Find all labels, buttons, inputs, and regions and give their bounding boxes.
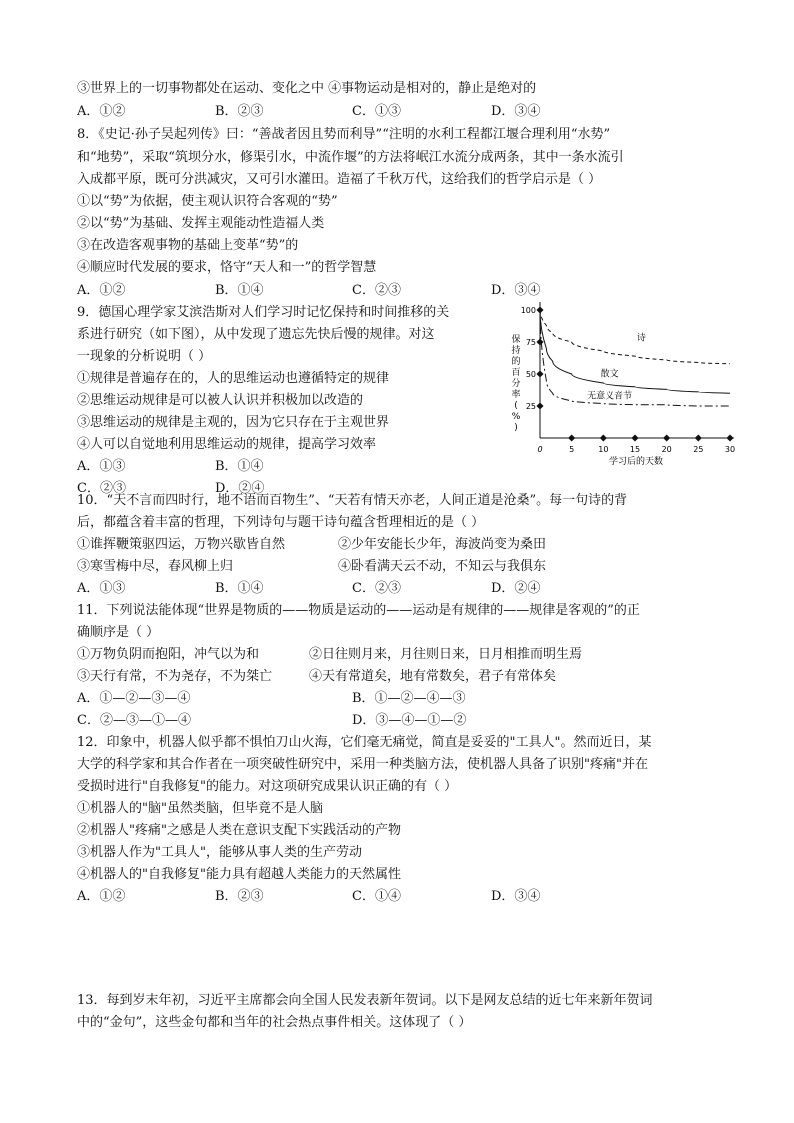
q11-stem-line-1: 11．下列说法能体现“世界是物质的——物质是运动的——运动是有规律的——规律是客观的”的正 [77,603,640,618]
series-line [540,310,730,406]
q8-statement-4: ④顺应时代发展的要求，恪守“天人和一”的哲学智慧 [77,260,377,275]
q12-stem-line-1: 12．印象中，机器人似乎都不惧怕刀山火海，它们毫无痛觉，简直是妥妥的"工具人"。然而近日，某 [77,735,652,750]
q10-option-d: D．②④ [491,581,541,596]
y-axis-label-char: % [511,412,521,422]
q9-option-b: B．①④ [215,459,264,474]
q7-option-a: A．①② [77,104,126,119]
series-label: 散文 [600,369,619,380]
y-axis-label-char: 分 [511,379,521,389]
q8-statement-2: ②以“势”为基础、发挥主观能动性造福人类 [77,216,325,231]
q8-statement-1: ①以“势”为依据，使主观认识符合客观的“势” [77,194,338,209]
y-tick-label: 25 [525,402,536,411]
y-axis-label-char: 的 [511,357,521,367]
x-tick-label: 5 [569,445,575,454]
q8-stem-line-1: 8．《史记·孙子吴起列传》曰：“善战者因且势而利导”“注明的水利工程都江堰合理利用“水势” [77,127,611,142]
x-tick-label: 30 [724,445,736,454]
y-tick-marker [536,338,543,345]
q9-statement-1: ①规律是普遍存在的，人的思维运动也遵循特定的规律 [77,371,390,386]
q12-statement-1: ①机器人的"脑"虽然类脑，但毕竟不是人脑 [77,801,323,816]
y-tick-label: 100 [520,306,536,315]
q12-option-d: D．③④ [491,889,541,904]
q11-option-c: C．②—③—①—④ [77,713,191,728]
y-axis-label-char: 保 [511,335,521,345]
y-tick-marker [536,370,543,377]
q8-statement-3: ③在改造客观事物的基础上变革“势”的 [77,238,299,253]
x-tick-marker [663,434,670,441]
q9-stem-line-3: 一现象的分析说明（ ） [77,349,212,364]
q10-stem-line-1: 10．“天不言而四时行，地不语而百物生”、“天若有情天亦老，人间正道是沧桑”。每一句诗的背 [77,493,628,508]
y-axis-label-char: 率 [511,390,521,400]
x-tick-marker [568,434,575,441]
x-tick-marker [600,434,607,441]
x-axis-label: 学习后的天数 [608,457,664,467]
q7-option-c: C．①③ [352,104,401,119]
q11-option-d: D．③—④—①—② [352,713,467,728]
q12-option-c: C．①④ [352,889,401,904]
series-label: 无意义音节 [587,391,633,402]
y-tick-label: 50 [525,370,536,379]
x-tick-label: 20 [661,445,672,454]
y-axis-label-char: 百 [511,368,521,378]
q8-option-d: D．③④ [491,283,541,298]
x-tick-label: 0 [537,445,543,454]
q10-statement-2: ②少年安能长少年，海波尚变为桑田 [338,537,547,552]
q11-stem-line-2: 确顺序是（ ） [77,625,160,640]
series-line [540,310,730,393]
x-tick-marker [726,434,733,441]
x-tick-label: 25 [693,445,704,454]
q10-stem-line-2: 后，都蕴含着丰富的哲理，下列诗句与题干诗句蕴含哲理相近的是（ ） [77,515,485,530]
q10-option-b: B．①④ [215,581,264,596]
q8-option-c: C．②③ [352,283,401,298]
q7-statement-line: ③世界上的一切事物都处在运动、变化之中 ④事物运动是相对的，静止是绝对的 [77,81,537,96]
q11-option-b: B．①—②—④—③ [352,691,466,706]
x-tick-marker [695,434,702,441]
q8-option-a: A．①② [77,283,126,298]
x-tick-marker [631,434,638,441]
q7-option-b: B．②③ [215,104,264,119]
y-tick-label: 75 [525,338,536,347]
q11-statement-1: ①万物负阴而抱阳，冲气以为和 [77,647,260,662]
series-label: 诗 [636,333,646,344]
q9-option-d: D．②④ [215,481,265,496]
y-axis-label [511,334,520,433]
q12-statement-3: ③机器人作为"工具人"，能够从事人类的生产劳动 [77,845,362,860]
y-axis-label-char: 持 [511,346,521,356]
q10-statement-1: ①谁挥鞭策驱四运，万物兴歇皆自然 [77,537,286,552]
q9-stem-line-2: 系进行研究（如下图），从中发现了遗忘先快后慢的规律。对这 [77,327,435,342]
q9-stem-line-1: 9．德国心理学家艾滨浩斯对人们学习时记忆保持和时间推移的关 [77,305,450,320]
q11-statement-2: ②日往则月来，月往则日来，日月相推而明生焉 [309,647,583,662]
y-tick-marker [536,402,543,409]
q9-statement-3: ③思维运动的规律是主观的，因为它只存在于主观世界 [77,415,390,430]
q7-option-d: D．③④ [491,104,541,119]
q10-option-a: A．①③ [77,581,126,596]
q9-option-c: C．②③ [77,481,126,496]
series-line [540,310,730,364]
q12-stem-line-2: 大学的科学家和其合作者在一项突破性研究中，采用一种类脑方法，使机器人具备了识别"疼痛"并在 [77,757,648,772]
q10-statement-3: ③寒雪梅中尽，春风柳上归 [77,559,234,574]
y-axis-label-char: ( [514,401,518,411]
x-tick-label: 15 [629,445,641,454]
q9-statement-2: ②思维运动规律是可以被人认识并积极加以改造的 [77,393,364,408]
forgetting-curve-chart [508,296,740,468]
q12-statement-2: ②机器人"疼痛"之感是人类在意识支配下实践活动的产物 [77,823,401,838]
q12-option-b: B．②③ [215,889,264,904]
q12-stem-line-3: 受损时进行"自我修复"的能力。对这项研究成果认识正确的有（ ） [77,779,458,794]
y-axis-label-char: ) [514,423,518,433]
q10-option-c: C．②③ [352,581,401,596]
q11-option-a: A．①—②—③—④ [77,691,191,706]
q8-option-b: B．①④ [215,283,264,298]
q13-stem-line-1: 13．每到岁末年初，习近平主席都会向全国人民发表新年贺词。以下是网友总结的近七年来新年贺词 [77,993,653,1008]
q10-statement-4: ④卧看满天云不动，不知云与我俱东 [338,559,547,574]
q13-stem-line-2: 中的“金句”，这些金句都和当年的社会热点事件相关。这体现了（ ） [77,1015,472,1030]
q8-stem-line-3: 入成都平原，既可分洪减灾，又可引水灌田。造福了千秋万代，这给我们的哲学启示是（ ） [77,172,602,187]
q12-statement-4: ④机器人的"自我修复"能力具有超越人类能力的天然属性 [77,867,401,882]
q12-option-a: A．①② [77,889,126,904]
q9-option-a: A．①③ [77,459,126,474]
q11-statement-4: ④天有常道矣，地有常数矣，君子有常体矣 [309,669,557,684]
x-tick-label: 10 [598,445,609,454]
q11-statement-3: ③天行有常，不为尧存，不为桀亡 [77,669,273,684]
q9-statement-4: ④人可以自觉地利用思维运动的规律，提高学习效率 [77,437,377,452]
q8-stem-line-2: 和“地势”，采取“筑坝分水，修渠引水，中流作堰”的方法将岷江水流分成两条，其中一条水流引 [77,150,624,165]
